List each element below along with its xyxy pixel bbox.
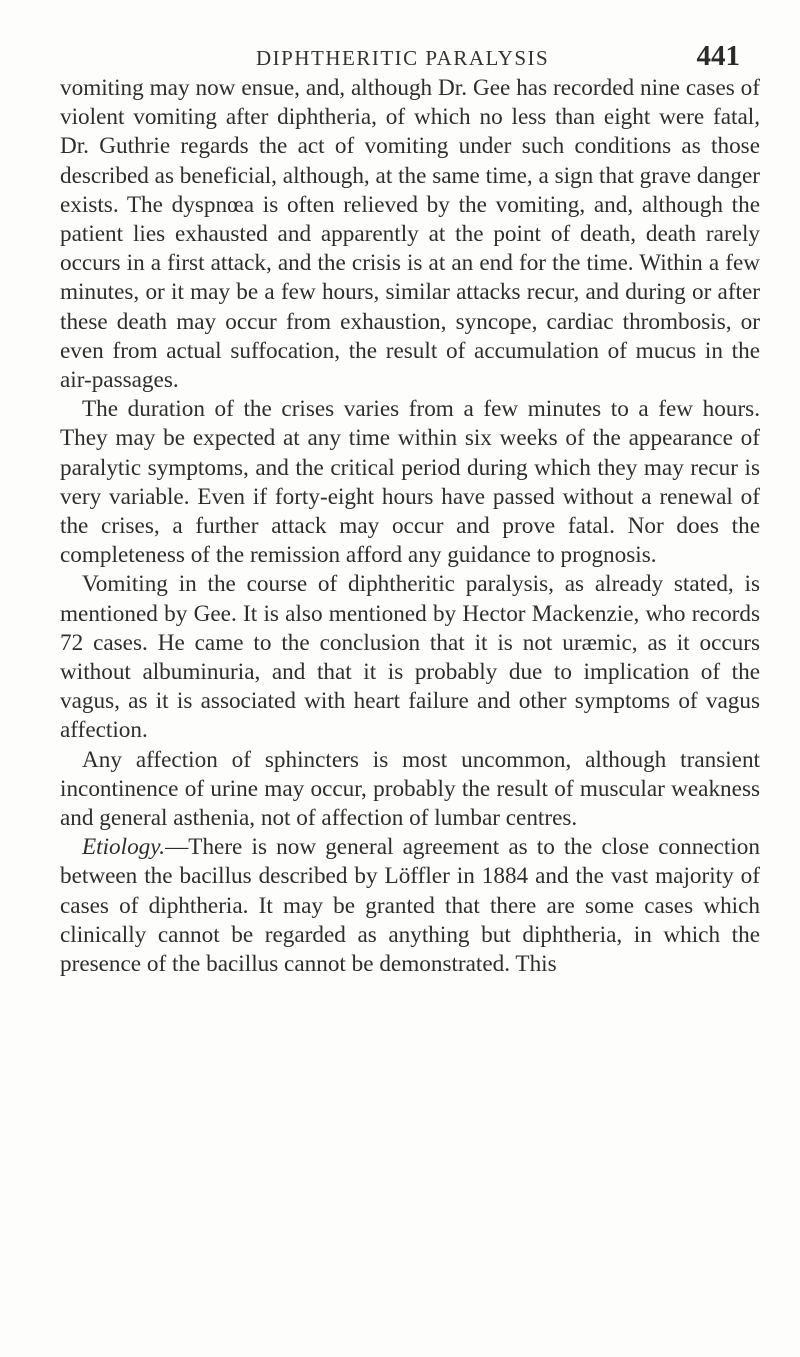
running-head: DIPHTHERITIC PARALYSIS bbox=[256, 46, 550, 70]
paragraph-crisis-duration: The duration of the crises varies from a few minutes to a few hours. They may be expected at any time within six weeks of the appearance of paralytic symptoms, and the critical period during which they may recur is very variable. Even if forty-eight hours have passed without a renewal of the crises, a further attack may occur and prove fatal. Nor does the completeness of the remission afford any guidance to prognosis. bbox=[60, 396, 760, 569]
etiology-heading: Etiology. bbox=[82, 834, 166, 861]
page-number: 441 bbox=[696, 40, 740, 72]
etiology-text: —There is now general agreement as to the close connection between the bacillus described by Löffler in 1884 and the vast majority of cases of diphtheria. It may be granted that there are some cases which clinically cannot be regarded as anything but diphtheria, in which the presence of the bacillus cannot be demonstrated. This bbox=[60, 834, 760, 978]
paragraph-vomiting-vagus: Vomiting in the course of diphtheritic paralysis, as already stated, is mentioned by Gee. It is also mentioned by Hector Mackenzie, who records 72 cases. He came to the conclusion that it is not uræmic, as it occurs without albuminuria, and that it is probably due to implication of the vagus, as it is associated with heart failure and other symptoms of vagus affection. bbox=[60, 571, 760, 744]
body-text bbox=[60, 74, 760, 979]
paragraph-vomiting-crisis: vomiting may now ensue, and, although Dr. Gee has recorded nine cases of violent vomiting after diphtheria, of which no less than eight were fatal, Dr. Guthrie regards the act of vomiting under such conditions as those described as beneficial, although, at the same time, a sign that grave danger exists. The dyspnœa is often relieved by the vomiting, and, although the patient lies exhausted and apparently at the point of death, death rarely occurs in a first attack, and the crisis is at an end for the time. Within a few minutes, or it may be a few hours, similar attacks recur, and during or after these death may occur from exhaustion, syncope, cardiac thrombosis, or even from actual suffocation, the result of accumulation of mucus in the air-passages. bbox=[60, 75, 760, 394]
paragraph-sphincters: Any affection of sphincters is most uncommon, although transient incontinence of urine may occur, probably the result of muscular weakness and general asthenia, not of affection of lumbar centres. bbox=[60, 746, 760, 832]
page-header bbox=[60, 40, 760, 70]
paragraph-etiology bbox=[60, 833, 760, 979]
